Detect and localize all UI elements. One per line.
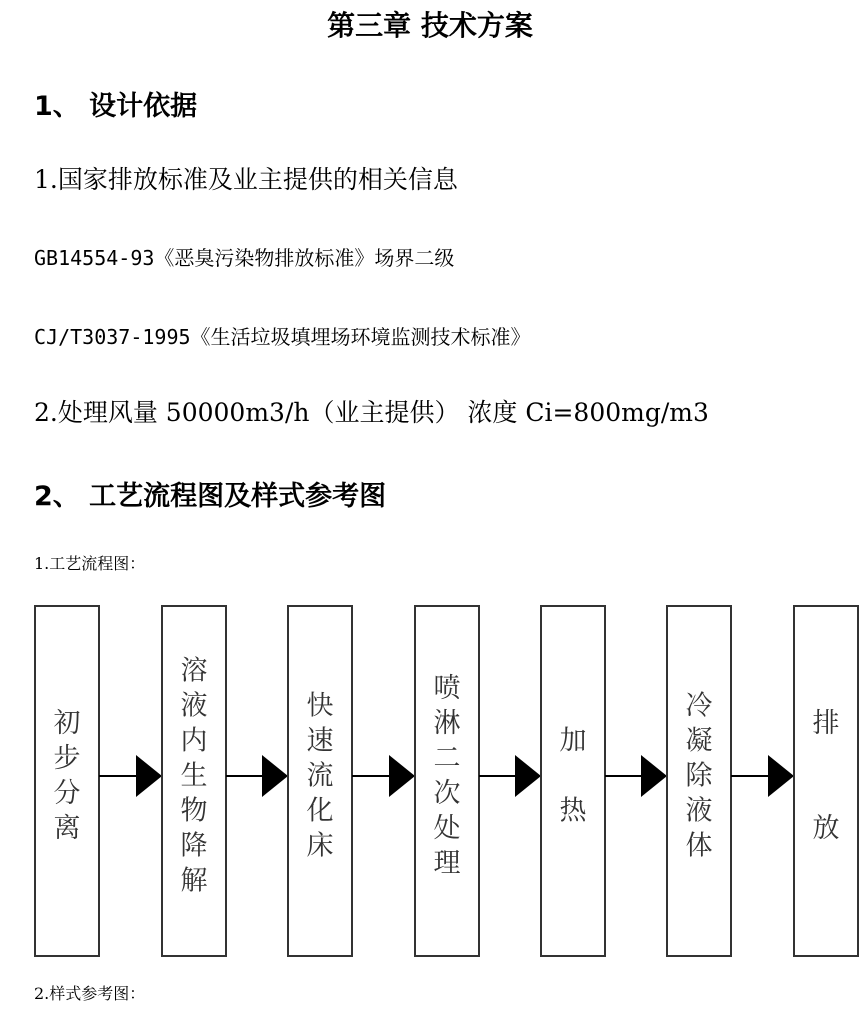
- standard-cjt3037: CJ/T3037-1995《生活垃圾填埋场环境监测技术标准》: [34, 325, 531, 349]
- flow-arrowhead: [768, 755, 794, 797]
- flow-step-char: 淋: [433, 708, 461, 739]
- flow-step-char: 排: [812, 708, 840, 739]
- flow-step-char: 次: [433, 778, 461, 809]
- flow-step-char: 步: [53, 743, 81, 774]
- flow-step-char: 除: [685, 760, 713, 792]
- flow-step-char: 冷: [685, 690, 713, 722]
- flow-step-char: 物: [180, 795, 208, 827]
- flow-step-char: 生: [180, 760, 208, 792]
- section-2-heading: 2、 工艺流程图及样式参考图: [34, 481, 387, 512]
- flow-step-char: 放: [812, 813, 840, 844]
- flow-step-char: 速: [306, 725, 334, 757]
- flow-step-char: 床: [306, 830, 334, 862]
- flow-arrowhead: [515, 755, 541, 797]
- flow-step-char: 理: [433, 848, 461, 879]
- flow-chart-label: 1.工艺流程图：: [34, 554, 146, 573]
- flow-step-char: 化: [306, 795, 334, 827]
- flow-arrowhead: [641, 755, 667, 797]
- flow-step-char: 流: [306, 760, 334, 792]
- flow-step-char: 液: [180, 690, 208, 722]
- sample-figure-label: 2.样式参考图：: [34, 984, 146, 1003]
- process-flow-diagram: [0, 600, 860, 960]
- flow-step-char: 解: [180, 865, 208, 897]
- flow-arrowhead: [262, 755, 288, 797]
- flow-step-char: 体: [685, 830, 713, 862]
- flow-step-char: 初: [53, 708, 81, 739]
- flow-arrowhead: [389, 755, 415, 797]
- flow-step-7: [794, 606, 858, 956]
- standard-gb14554: GB14554-93《恶臭污染物排放标准》场界二级: [34, 246, 455, 270]
- flow-step-char: 液: [685, 795, 713, 827]
- flow-step-6: [667, 606, 731, 956]
- flow-step-char: 喷: [433, 673, 461, 704]
- flow-step-4: [415, 606, 479, 956]
- flow-step-char: 离: [53, 813, 81, 844]
- flow-step-char: 内: [180, 725, 208, 757]
- flow-step-char: 加: [559, 725, 587, 757]
- flow-step-char: 凝: [685, 725, 713, 757]
- flow-step-char: 热: [559, 795, 587, 827]
- section-1-heading: 1、 设计依据: [34, 91, 198, 122]
- flow-step-char: 快: [306, 690, 334, 722]
- flow-step-char: 二: [433, 743, 461, 774]
- flow-step-char: 降: [180, 830, 208, 862]
- section-1-item-2: 2.处理风量 50000m3/h（业主提供） 浓度 Ci=800mg/m3: [34, 398, 709, 427]
- flow-step-box: [541, 606, 605, 956]
- flow-step-2: [162, 606, 226, 956]
- flow-step-1: [35, 606, 99, 956]
- flow-step-3: [288, 606, 352, 956]
- flow-step-char: 分: [53, 778, 81, 809]
- flow-step-5: [541, 606, 605, 956]
- chapter-title: 第三章 技术方案: [327, 9, 533, 42]
- flow-arrowhead: [136, 755, 162, 797]
- flow-step-char: 处: [433, 813, 461, 844]
- flow-step-char: 溶: [180, 655, 208, 687]
- flow-step-box: [794, 606, 858, 956]
- section-1-item-1: 1.国家排放标准及业主提供的相关信息: [34, 165, 458, 194]
